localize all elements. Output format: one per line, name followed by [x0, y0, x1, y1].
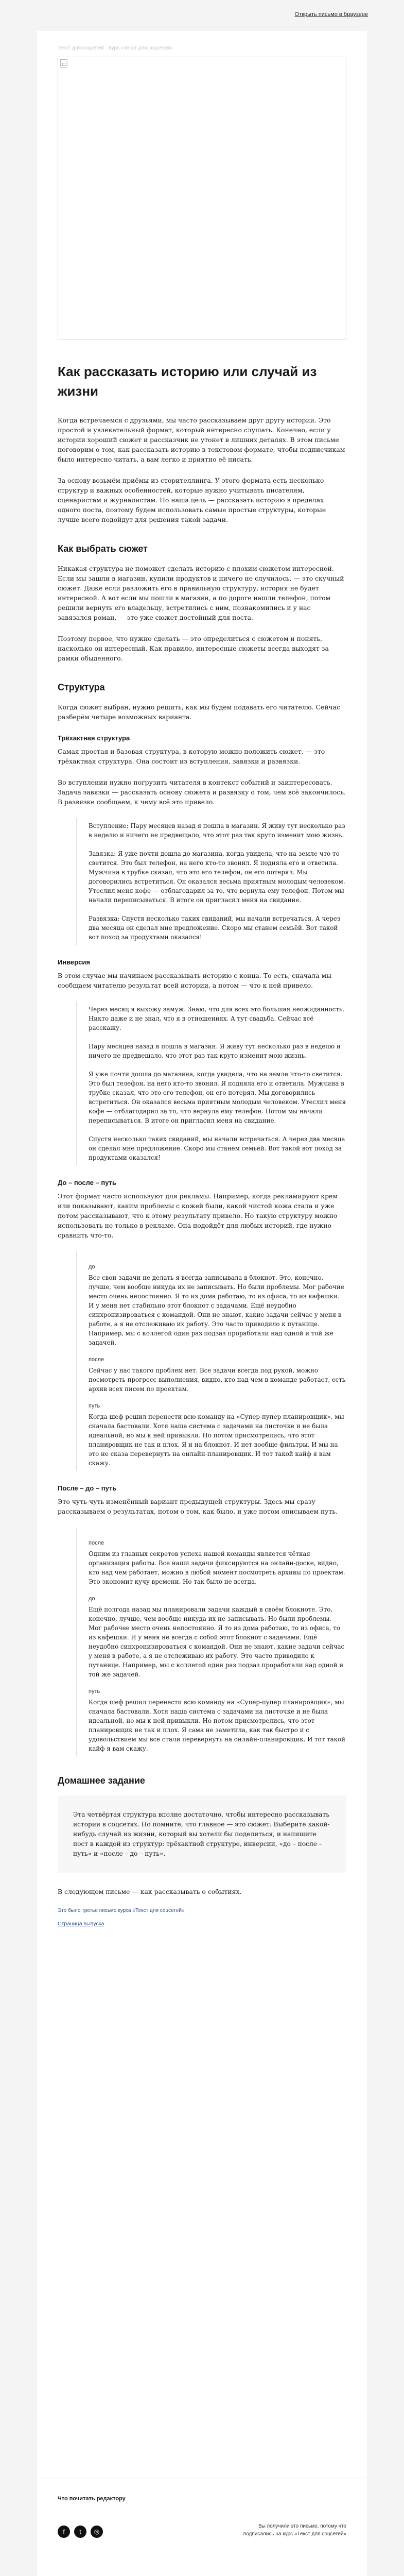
stage-label: до [89, 1596, 95, 1602]
example-quote [76, 1251, 346, 1471]
quote-paragraph: Завязка: Я уже почти дошла до магазина, когда увидела, что на земле что-то светится. Это был телефон, на него кто-то звонил. Я подняла его и ответила. Мужчина в трубке сказал, что это его телефон, он его потерял. Мы договорились встретиться. Он оказался весьма приятным молодым человеком. Утеслил меня кофе — отблагодарил за то, что вернула ему телефон. Потом мы начали переписываться. В итоге он пригласил меня на свидание. [89, 850, 345, 904]
instagram-icon[interactable]: ◎ [91, 2526, 103, 2538]
section-heading: Как выбрать сюжет [58, 544, 148, 554]
quote-paragraph: Пару месяцев назад я пошла в магазин. Я живу тут несколько раз в неделю и ничего не предвещало, что этот раз так круто изменит мою жизнь. [89, 1043, 341, 1059]
paragraph: Никакая структура не поможет сделать историю с плохим сюжетом интересной. Если мы зашли в магазин, купили продуктов и ничего не случилось, — это скучный сюжет. Даже если разложить его в правильную структуру, история не будет интересной. А вот если мы пошли в магазин, а по дороге нашли телефон, потом решили вернуть его владельцу, встретились с ним, познакомились и у нас завязался роман, — это уже сюжет достойный для поста. [58, 565, 344, 621]
top-bar [0, 0, 404, 31]
subsection-heading: Инверсия [58, 958, 90, 966]
quote-paragraph: Ещё полгода назад мы планировали задачи каждый в своём блокноте. Это, конечно, лучше, чем вообще никуда их не записывать. Но были проблемы. Мог рабочее место очень непостоянно. Я то из дома работаю, то из офиса, то из кафешки. И у меня не всегда с собой этот блокнот с задачами. Ещё неудобно синхронизироваться с командой. Они не знают, какие задачи сейчас у меня в работе, а я не отслеживаю их работу. Это часто приводило к путанице. Например, мы с коллегой один раз подзаз проработали над одной и той же задачей. [89, 1606, 345, 1678]
hero-image [58, 57, 346, 340]
breadcrumb: Текст для соцсетей · Курс «Текст для соцсетей» [58, 45, 173, 51]
footer-heading: Что почитать редактору [58, 2496, 126, 2502]
quote-paragraph: Когда шеф решил перенести всю команду на «Супер-пупер планировщик», мы сначала бастовали. Хотя наша система с задачами на листочке и не была идеальной, но мы к ней привыкли. Но потом присмотрелись, что этот планировщик не так и плох. Я и на блокнот. И нет вообще фильтры. И мы на это не сказа перевернуть на онлайн-планировщик. И тот такой кайф я вам скажу. [89, 1413, 344, 1467]
paragraph: Самая простая и базовая структура, в которую можно положить сюжет, — это трёхактная структура. Она состоит из вступления, завязки и развязки. [58, 748, 325, 765]
quote-paragraph: Вступление: Пару месяцев назад я пошла в магазин. Я живу тут несколько раз в неделю и ничего не предвещало, что этот раз так круто изменит мою жизнь. [89, 822, 345, 839]
homework-box [58, 1795, 346, 1873]
stage-label: путь [89, 1403, 100, 1409]
footer [37, 2478, 367, 2576]
quote-paragraph: Все свои задачи не делать я всегда записывала в блокнот. Это, конечно, лучше, чем вообще никуда их не записывать. Но были проблемы. Мог рабочие место очень непостоянно. Я то из дома работаю, то из офиса, то из кафешки. И у меня нет стабильно этот блокнот с задачами. Ещё неудобно синхронизироваться с командой. Они не знают, какие задачи сейчас у меня в работе, а я не отслеживаю их работу. Это часто приводило к путанице. Например, мы с коллегой один раз подзаз проработали над одной и той же задачей. [89, 1274, 344, 1346]
facebook-icon[interactable]: f [58, 2526, 70, 2538]
next-letter-note: В следующем письме — как рассказывать о событиях. [58, 1888, 242, 1895]
paragraph: Поэтому первое, что нужно сделать — это определиться с сюжетом и понять, насколько он интересный. Как правило, интересные сюжеты всегда выходят за рамки обыденного. [58, 635, 329, 662]
quote-paragraph: Через месяц я выхожу замуж. Знаю, что для всех это большая неожиданность. Никто даже и не знал, что я в отношениях. А тут свадьба. Сейчас всё расскажу. [89, 1006, 344, 1031]
quote-paragraph: Развязка: Спустя несколько таких свиданий, мы начали встречаться. А через два месяца он сделал мне предложение. Скоро мы станем семьёй. Вот такой вот поход за продуктами оказался! [89, 915, 341, 941]
paragraph: Во вступлении нужно погрузить читателя в контекст событий и заинтересовать. Задача завязки — рассказать основу сюжета и развязку о том, чем всё закончилось. В развязке сообщаем, к чему всё это привело. [58, 778, 346, 806]
quote-paragraph: Я уже почти дошла до магазина, когда увидела, что на земле что-то светится. Это был телефон, на него кто-то звонил. Я подняла его и ответила. Мужчина в трубке сказал, что это его телефон, он его потерял. Мы договорились встретиться. Он оказался весьма приятным молодым человеком. Утеслил меня кофе — отблагодарил за то, что вернула ему телефон. Потом мы начали переписываться. В итоге он пригласил меня на свидание. [89, 1071, 346, 1124]
example-quote [76, 1528, 346, 1756]
page-title: Как рассказать историю или случай из жизни [58, 364, 317, 399]
quote-paragraph: Сейчас у нас такого проблем нет. Все задачи всегда под рукой, можно посмотреть прогресс выполнения, видно, кто над чем в команде работает, есть архив всех писем по проектам. [89, 1367, 346, 1393]
section-heading: Домашнее задание [58, 1775, 145, 1786]
example-quote [76, 818, 346, 945]
stage-label: после [89, 1540, 104, 1546]
course-label: Это было третье письмо курса «Текст для соцсетей» [58, 1908, 185, 1913]
open-in-browser-link[interactable]: Открыть письмо в браузере [294, 11, 368, 18]
email-content [58, 31, 346, 1927]
email-card [37, 31, 367, 2576]
subsection-heading: До – после – путь [58, 1179, 117, 1187]
intro-paragraph: За основу возьмём приёмы из сторителлинга. У этого формата есть несколько структур и важных особенностей, которые нужно учитывать писателям, сценаристам и журналистам. Но наша цель — рассказать историю в пределах одного поста, поэтому будем использовать самые простые структуры, которые лучше всего подойдут для решения такой задачи. [58, 477, 326, 523]
social-links [58, 2526, 103, 2538]
subsection-heading: После – до – путь [58, 1484, 117, 1492]
stage-label: после [89, 1357, 104, 1363]
twitter-icon[interactable]: t [74, 2526, 86, 2538]
quote-paragraph: Спустя несколько таких свиданий, мы начали встречаться. А через два месяца он сделал мне предложение. Скоро мы станем семьёй. Вот такой вот поход за продуктами оказался! [89, 1136, 345, 1161]
stage-label: путь [89, 1688, 100, 1694]
quote-paragraph: Одним из главных секретов успеха нашей команды является чёткая организация работы. Все наши задачи фиксируются на онлайн-доске, видно, кто над чем работает, можно в любой момент посмотреть архивы по проектам. Это экономит кучу времени. Но так было не всегда. [89, 1550, 345, 1585]
issue-page-link[interactable]: Страница выпуска [58, 1921, 104, 1927]
example-quote [76, 1002, 346, 1165]
paragraph: Этот формат часто используют для рекламы. Например, когда рекламируют крем или показывают, каким проблемы с кожей были, какой чистой кожа стала и уже потом рассказывают, что к этому результату привело. Но такую структуру можно использовать не только в рекламе. Она подойдёт для любых историй, где нужно сравнить что-то. [58, 1192, 338, 1239]
intro-paragraph: Когда встречаемся с друзьями, мы часто рассказываем друг другу истории. Это простой и увлекательный формат, который интересно слушать. Конечно, если у истории хороший сюжет и рассказчик не утонет в лишних деталях. В этом письме поговорим о том, как рассказать историю в текстовом формате, чтобы подписчикам было интересно читать, а вам легко и приятно её писать. [58, 416, 345, 463]
section-heading: Структура [58, 682, 105, 692]
homework-text: Эта четвёртая структура вполне достаточно, чтобы интересно рассказывать истории в соцсетях. Но помните, что главное — это сюжет. Выберите какой-нибудь случай из жизни, который вы хотели бы поделиться, и напишите пост в каждой из структур: трёхактной структуре, инверсии, «до – после – путь» и «после – до – путь». [73, 1811, 330, 1857]
subscription-note: Вы получили это письмо, потому что подписались на курс «Текст для соцсетей» [243, 2523, 346, 2537]
broken-image-icon [60, 59, 67, 67]
quote-paragraph: Когда шеф решил перенести всю команду на «Супер-пупер планировщик», мы сначала бастовали. Хотя наша система с задачами на листочке и не была идеальной, но мы к ней привыкли. Но потом присмотрелись, что этот планировщик не так и плох. Я сама не заметила, как так быстро и с удовольствием мы все стали перевернуть на онлайн-планировщик. И тот такой кайф я вам скажу. [89, 1699, 345, 1752]
stage-label: до [89, 1264, 95, 1270]
subsection-heading: Трёхактная структура [58, 734, 130, 742]
paragraph: В этом случае мы начинаем рассказывать историю с конца. То есть, сначала мы сообщаем читателю результат всей истории, а потом — что к ней привело. [58, 972, 332, 989]
paragraph: Это чуть-чуть изменённый вариант предыдущей структуры. Здесь мы сразу рассказываем о результатах, потом о том, как было, и уже потом описываем путь. [58, 1498, 338, 1515]
paragraph: Когда сюжет выбран, нужно решить, как мы будем подавать его читателю. Сейчас разберём четыре возможных варианта. [58, 703, 341, 721]
